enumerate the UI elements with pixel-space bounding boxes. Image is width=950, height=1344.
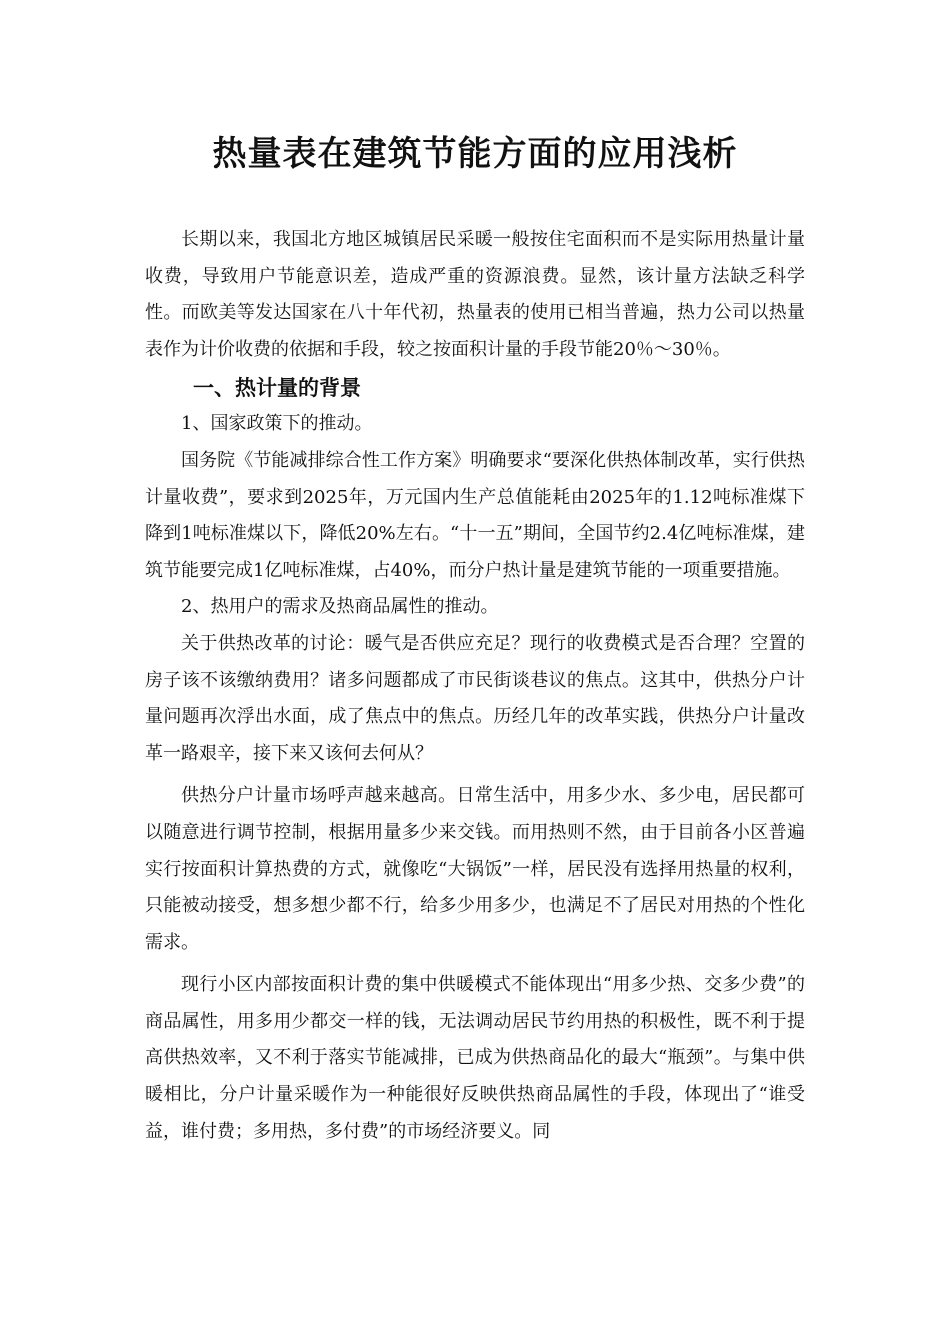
subsection-demand: 2、热用户的需求及热商品属性的推动。 [181,596,499,618]
section-heading-background: 一、热计量的背景 [193,376,361,401]
paragraph-reform-discussion: 关于供热改革的讨论：暖气是否供应充足？现行的收费模式是否合理？空置的房子该不该缴纳费用？诸多问题都成了市民街谈巷议的焦点。这其中，供热分户计量问题再次浮出水面，成了焦点中的焦点。历经几年的改革实践，供热分户计量改革一路艰辛，接下来又该何去何从？ [145,632,805,764]
paragraph-intro: 长期以来，我国北方地区城镇居民采暖一般按住宅面积而不是实际用热量计量收费，导致用户节能意识差，造成严重的资源浪费。显然，该计量方法缺乏科学性。而欧美等发达国家在八十年代初，热量表的使用已相当普遍，热力公司以热量表作为计价收费的依据和手段，较之按面积计量的手段节能20％～30％。 [145,229,805,360]
paragraph-market-demand: 供热分户计量市场呼声越来越高。日常生活中，用多少水、多少电，居民都可以随意进行调节控制，根据用量多少来交钱。而用热则不然，由于目前各小区普遍实行按面积计算热费的方式，就像吃“大锅饭”一样，居民没有选择用热量的权利，只能被动接受，想多想少都不行，给多少用多少，也满足不了居民对用热的个性化需求。 [145,785,805,953]
document-body [145,222,805,1150]
document-title: 热量表在建筑节能方面的应用浅析 [212,134,738,174]
paragraph-commodity: 现行小区内部按面积计费的集中供暖模式不能体现出“用多少热、交多少费”的商品属性，用多用少都交一样的钱，无法调动居民节约用热的积极性，既不利于提高供热效率，又不利于落实节能减排，已成为供热商品化的最大“瓶颈”。与集中供暖相比，分户计量采暖作为一种能很好反映供热商品属性的手段，体现出了“谁受益，谁付费；多用热，多付费”的市场经济要义。同 [145,974,805,1142]
paragraph-policy: 国务院《节能减排综合性工作方案》明确要求“要深化供热体制改革，实行供热计量收费”，要求到2025年，万元国内生产总值能耗由2025年的1.12吨标准煤下降到1吨标准煤以下，降低20%左右。“十一五”期间，全国节约2.4亿吨标准煤，建筑节能要完成1亿吨标准煤，占40%，而分户热计量是建筑节能的一项重要措施。 [145,449,805,581]
subsection-policy: 1、国家政策下的推动。 [181,413,373,435]
